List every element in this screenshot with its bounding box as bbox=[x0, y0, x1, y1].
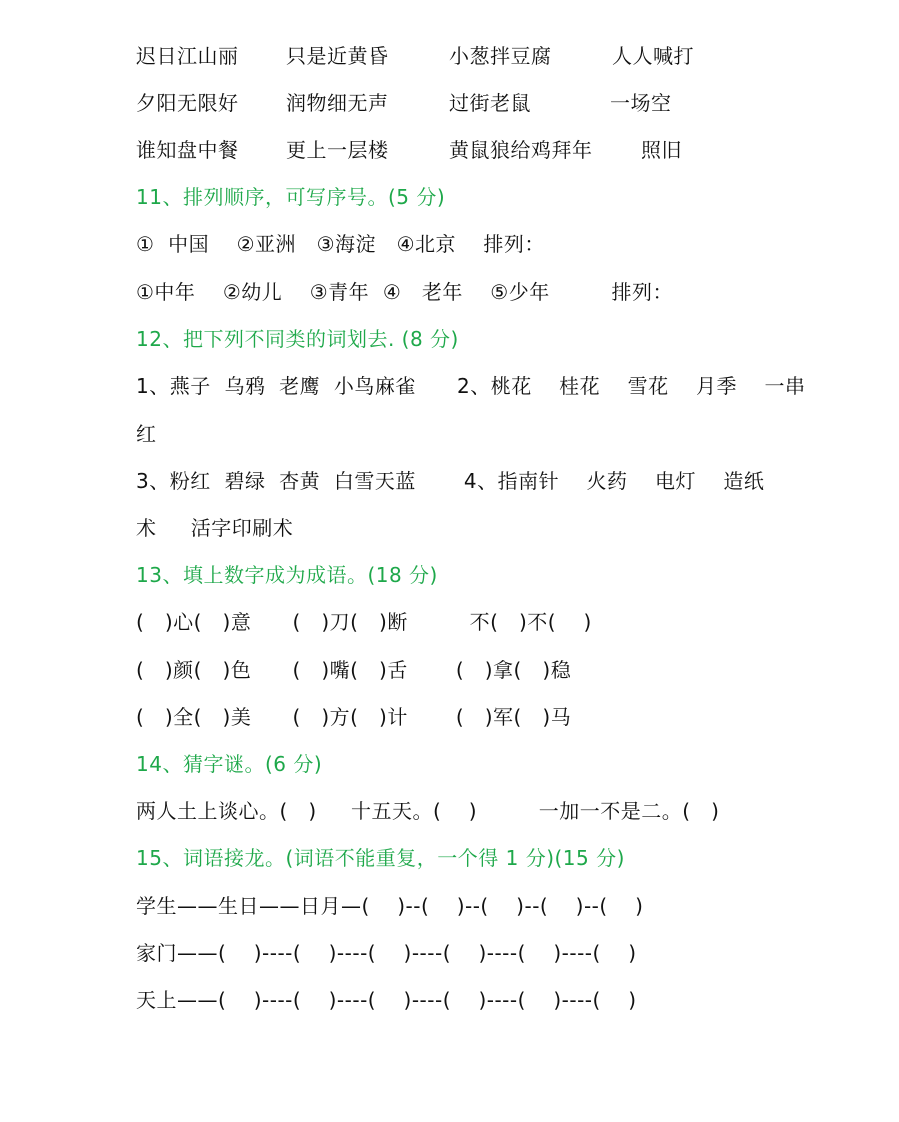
q14-heading: 14、猜字谜。(6 分) bbox=[136, 752, 323, 776]
poem-cell: 黄鼠狼给鸡拜年 bbox=[449, 138, 593, 162]
q13-line-1: ( )心( )意 ( )刀( )断 不( )不( ) bbox=[136, 610, 592, 634]
q12-line-3: 3、粉红 碧绿 杏黄 白雪天蓝 4、指南针 火药 电灯 造纸 bbox=[136, 469, 765, 493]
q11-heading: 11、排列顺序，可写序号。(5 分) bbox=[136, 185, 446, 209]
q13-line-2: ( )颜( )色 ( )嘴( )舌 ( )拿( )稳 bbox=[136, 658, 572, 682]
poem-cell: 人人喊打 bbox=[612, 44, 694, 68]
q15-line-1: 学生——生日——日月—( )--( )--( )--( )--( ) bbox=[136, 894, 644, 918]
q12-line-2: 红 bbox=[136, 422, 157, 446]
poem-cell: 更上一层楼 bbox=[286, 138, 389, 162]
q13-heading: 13、填上数字成为成语。(18 分) bbox=[136, 563, 438, 587]
poem-cell: 迟日江山丽 bbox=[136, 44, 239, 68]
poem-cell: 只是近黄昏 bbox=[286, 44, 389, 68]
poem-cell: 过街老鼠 bbox=[449, 91, 531, 115]
q14-line-1: 两人土上谈心。( ) 十五天。( ) 一加一不是二。( ) bbox=[136, 799, 720, 823]
q11-line-1: ① 中国 ②亚洲 ③海淀 ④北京 排列： bbox=[136, 232, 545, 256]
poem-cell: 夕阳无限好 bbox=[136, 91, 239, 115]
poem-cell: 一场空 bbox=[610, 91, 672, 115]
q11-line-2: ①中年 ②幼儿 ③青年 ④ 老年 ⑤少年 排列： bbox=[136, 280, 673, 304]
q15-line-2: 家门——( )----( )----( )----( )----( )----( ) bbox=[136, 941, 637, 965]
q13-line-3: ( )全( )美 ( )方( )计 ( )军( )马 bbox=[136, 705, 572, 729]
poem-cell: 照旧 bbox=[641, 138, 682, 162]
q12-heading: 12、把下列不同类的词划去. (8 分) bbox=[136, 327, 459, 351]
q15-line-3: 天上——( )----( )----( )----( )----( )----( ) bbox=[136, 988, 637, 1012]
q12-line-1: 1、燕子 乌鸦 老鹰 小鸟麻雀 2、桃花 桂花 雪花 月季 一串 bbox=[136, 374, 806, 398]
poem-cell: 润物细无声 bbox=[286, 91, 389, 115]
q15-heading: 15、词语接龙。(词语不能重复，一个得 1 分)(15 分) bbox=[136, 846, 625, 870]
poem-cell: 谁知盘中餐 bbox=[136, 138, 239, 162]
q12-line-4: 术 活字印刷术 bbox=[136, 516, 294, 540]
poem-cell: 小葱拌豆腐 bbox=[449, 44, 552, 68]
